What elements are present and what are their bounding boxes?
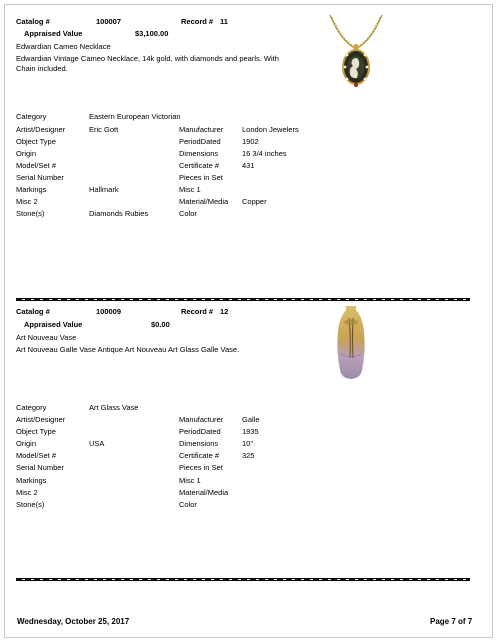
field-label: Markings: [16, 185, 47, 194]
field-value: Eric Gott: [89, 125, 119, 134]
field-label: Artist/Designer: [16, 125, 66, 134]
field-label: Stone(s): [16, 209, 45, 218]
field-label: Color: [179, 500, 197, 509]
category-label: Category: [16, 112, 47, 121]
field-value: London Jewelers: [242, 125, 299, 134]
field-value: Galle: [242, 415, 260, 424]
field-value: 1935: [242, 427, 259, 436]
field-label: Model/Set #: [16, 161, 57, 170]
catalog-number: 100009: [96, 307, 122, 316]
necklace-photo: [326, 13, 386, 93]
field-label: Serial Number: [16, 173, 64, 182]
field-label: Dimensions: [179, 149, 219, 158]
field-label: Object Type: [16, 137, 56, 146]
field-label: Color: [179, 209, 197, 218]
record-separator: [16, 298, 470, 301]
field-label: Model/Set #: [16, 451, 57, 460]
appraised-label: Appraised Value: [24, 29, 83, 38]
catalog-label: Catalog #: [16, 17, 50, 26]
field-label: Misc 2: [16, 197, 38, 206]
field-label: Origin: [16, 149, 37, 158]
field-value: 10": [242, 439, 254, 448]
record-number: 12: [220, 307, 229, 316]
field-value: 431: [242, 161, 255, 170]
field-label: Certificate #: [179, 161, 220, 170]
field-value: 325: [242, 451, 255, 460]
page-number: Page 7 of 7: [430, 617, 473, 626]
field-label: Pieces in Set: [179, 173, 223, 182]
field-label: PeriodDated: [179, 427, 221, 436]
field-label: Stone(s): [16, 500, 45, 509]
field-label: Origin: [16, 439, 37, 448]
item-title: Edwardian Cameo Necklace: [16, 42, 111, 51]
appraised-label: Appraised Value: [24, 320, 83, 329]
category-label: Category: [16, 403, 47, 412]
field-value: Diamonds Rubies: [89, 209, 149, 218]
report-date: Wednesday, October 25, 2017: [17, 617, 130, 626]
field-label: PeriodDated: [179, 137, 221, 146]
field-label: Certificate #: [179, 451, 220, 460]
category-value: Eastern European Victorian: [89, 112, 181, 121]
field-label: Serial Number: [16, 463, 64, 472]
item-title: Art Nouveau Vase: [16, 333, 77, 342]
field-value: 1902: [242, 137, 259, 146]
field-label: Material/Media: [179, 197, 229, 206]
field-label: Dimensions: [179, 439, 219, 448]
field-label: Manufacturer: [179, 125, 224, 134]
appraised-value: $0.00: [151, 320, 170, 329]
field-value: Copper: [242, 197, 267, 206]
record-label: Record #: [181, 17, 214, 26]
field-label: Material/Media: [179, 488, 229, 497]
record-number: 11: [220, 17, 228, 26]
description-line: Edwardian Vintage Cameo Necklace, 14k gold, with diamonds and pearls. With: [16, 54, 279, 63]
field-value: 16 3/4 inches: [242, 149, 287, 158]
record-separator: [16, 578, 470, 581]
vase-photo: [335, 304, 367, 381]
field-label: Misc 2: [16, 488, 38, 497]
field-label: Markings: [16, 476, 47, 485]
field-label: Misc 1: [179, 185, 201, 194]
catalog-number: 100007: [96, 17, 122, 26]
description-line: Chain included.: [16, 64, 68, 73]
record-label: Record #: [181, 307, 214, 316]
field-label: Object Type: [16, 427, 56, 436]
category-value: Art Glass Vase: [89, 403, 139, 412]
field-label: Misc 1: [179, 476, 201, 485]
field-label: Manufacturer: [179, 415, 224, 424]
field-value: Hallmark: [89, 185, 119, 194]
field-label: Artist/Designer: [16, 415, 66, 424]
catalog-label: Catalog #: [16, 307, 50, 316]
description-line: Art Nouveau Galle Vase Antique Art Nouveau Art Glass Galle Vase.: [16, 345, 240, 354]
appraised-value: $3,100.00: [135, 29, 169, 38]
field-label: Pieces in Set: [179, 463, 223, 472]
field-value: USA: [89, 439, 105, 448]
